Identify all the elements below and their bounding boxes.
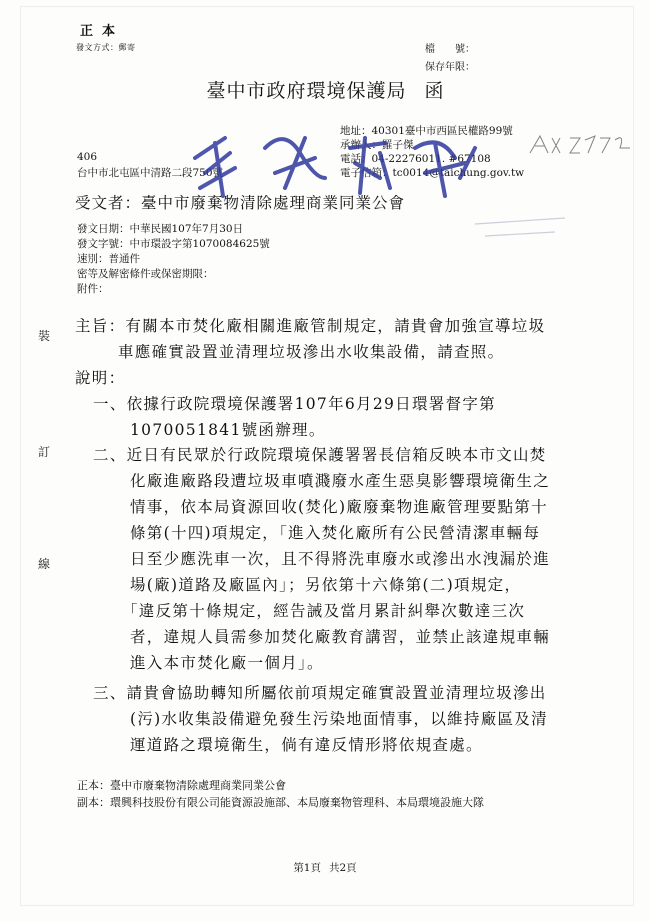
- item-2-line: 「違反第十條規定，經告誡及當月累計糾舉次數達三次: [122, 602, 526, 620]
- subject-line-1: 主旨：有關本市焚化廠相關進廠管制規定，請貴會加強宣導垃圾: [75, 317, 546, 335]
- item-3-line: 三、請貴會協助轉知所屬依前項規定確實設置並清理垃圾滲出: [93, 684, 547, 702]
- item-1-line-1: 一、依據行政院環境保護署107年6月29日環署督字第: [93, 395, 496, 413]
- faint-stamp-marks: [275, 214, 575, 254]
- item-2-line: 場(廠)道路及廠區內」；另依第十六條第(二)項規定，: [130, 576, 522, 594]
- attachment: 附件：: [77, 283, 109, 295]
- original-recipients: 正本：臺中市廢棄物清除處理商業同業公會: [77, 779, 286, 792]
- item-2-line: 者，違規人員需參加焚化廠教育講習，並禁止該違規車輛: [130, 628, 551, 646]
- recipient: 受文者：臺中市廢棄物清除處理商業同業公會: [75, 194, 406, 212]
- page-number: 第1頁: [293, 862, 321, 874]
- margin-binding-mark-2: 訂: [38, 445, 51, 459]
- delivery-speed: 速別：普通件: [77, 253, 140, 265]
- copy-recipients: 副本：環興科技股份有限公司能資源設施部、本局廢棄物管理科、本局環境設施大隊: [77, 796, 484, 809]
- archive-number-label: 檔 號：: [425, 44, 475, 55]
- agency-title: [0, 76, 650, 103]
- contact-phone: 電話：04-22276011. #67108: [340, 153, 491, 165]
- dispatch-method: 發文方式：郵寄: [76, 43, 136, 52]
- contact-handler: 承辦人：羅子傑: [340, 139, 414, 151]
- item-3-line: 運道路之環境衛生，倘有違反情形將依規查處。: [130, 736, 483, 754]
- subject-line-2: 車應確實設置並清理垃圾滲出水收集設備，請查照。: [118, 343, 505, 361]
- doc-type: 函: [424, 80, 444, 102]
- item-2-line: 條第(十四)項規定，「進入焚化廠所有公民營清潔車輛每: [130, 524, 541, 542]
- retention-label: 保存年限：: [425, 62, 475, 73]
- item-2-line: 二、近日有民眾於行政院環境保護署署長信箱反映本市文山焚: [93, 446, 547, 464]
- document-number: 發文字號：中市環設字第1070084625號: [77, 238, 270, 250]
- margin-binding-mark-3: 線: [38, 557, 51, 571]
- item-2-line: 情事，依本局資源回收(焚化)廠廢棄物進廠管理要點第十: [130, 498, 548, 516]
- contact-address: 地址：40301臺中市西區民權路99號: [340, 125, 513, 137]
- page-footer: [0, 860, 650, 875]
- copy-label: 正本: [80, 24, 125, 39]
- security-level: 密等及解密條件或保密期限：: [77, 268, 214, 280]
- explanation-heading: 說明：: [75, 369, 126, 387]
- page-total: 共2頁: [329, 862, 357, 874]
- postal-code: 406: [77, 151, 98, 163]
- item-2-line: 日至少應洗車一次，且不得將洗車廢水或滲出水洩漏於進: [130, 550, 551, 568]
- agency-name: 臺中市政府環境保護局: [206, 80, 407, 102]
- item-1-line-2: 1070051841號函辦理。: [130, 421, 326, 439]
- item-2-line: 化廠進廠路段遭垃圾車噴濺廢水產生惡臭影響環境衛生之: [130, 472, 551, 490]
- handwritten-fax-note: [470, 118, 640, 188]
- contact-email: 電子信箱：tc0014@taichung.gov.tw: [340, 167, 525, 179]
- receiver-address: 台中市北屯區中清路二段750號: [77, 167, 224, 179]
- item-2-line: 進入本市焚化廠一個月」。: [130, 654, 324, 672]
- margin-binding-mark-1: 裝: [38, 329, 51, 343]
- issue-date: 發文日期：中華民國107年7月30日: [77, 223, 244, 235]
- item-3-line: (污)水收集設備避免發生污染地面情事，以維持廠區及清: [130, 710, 548, 728]
